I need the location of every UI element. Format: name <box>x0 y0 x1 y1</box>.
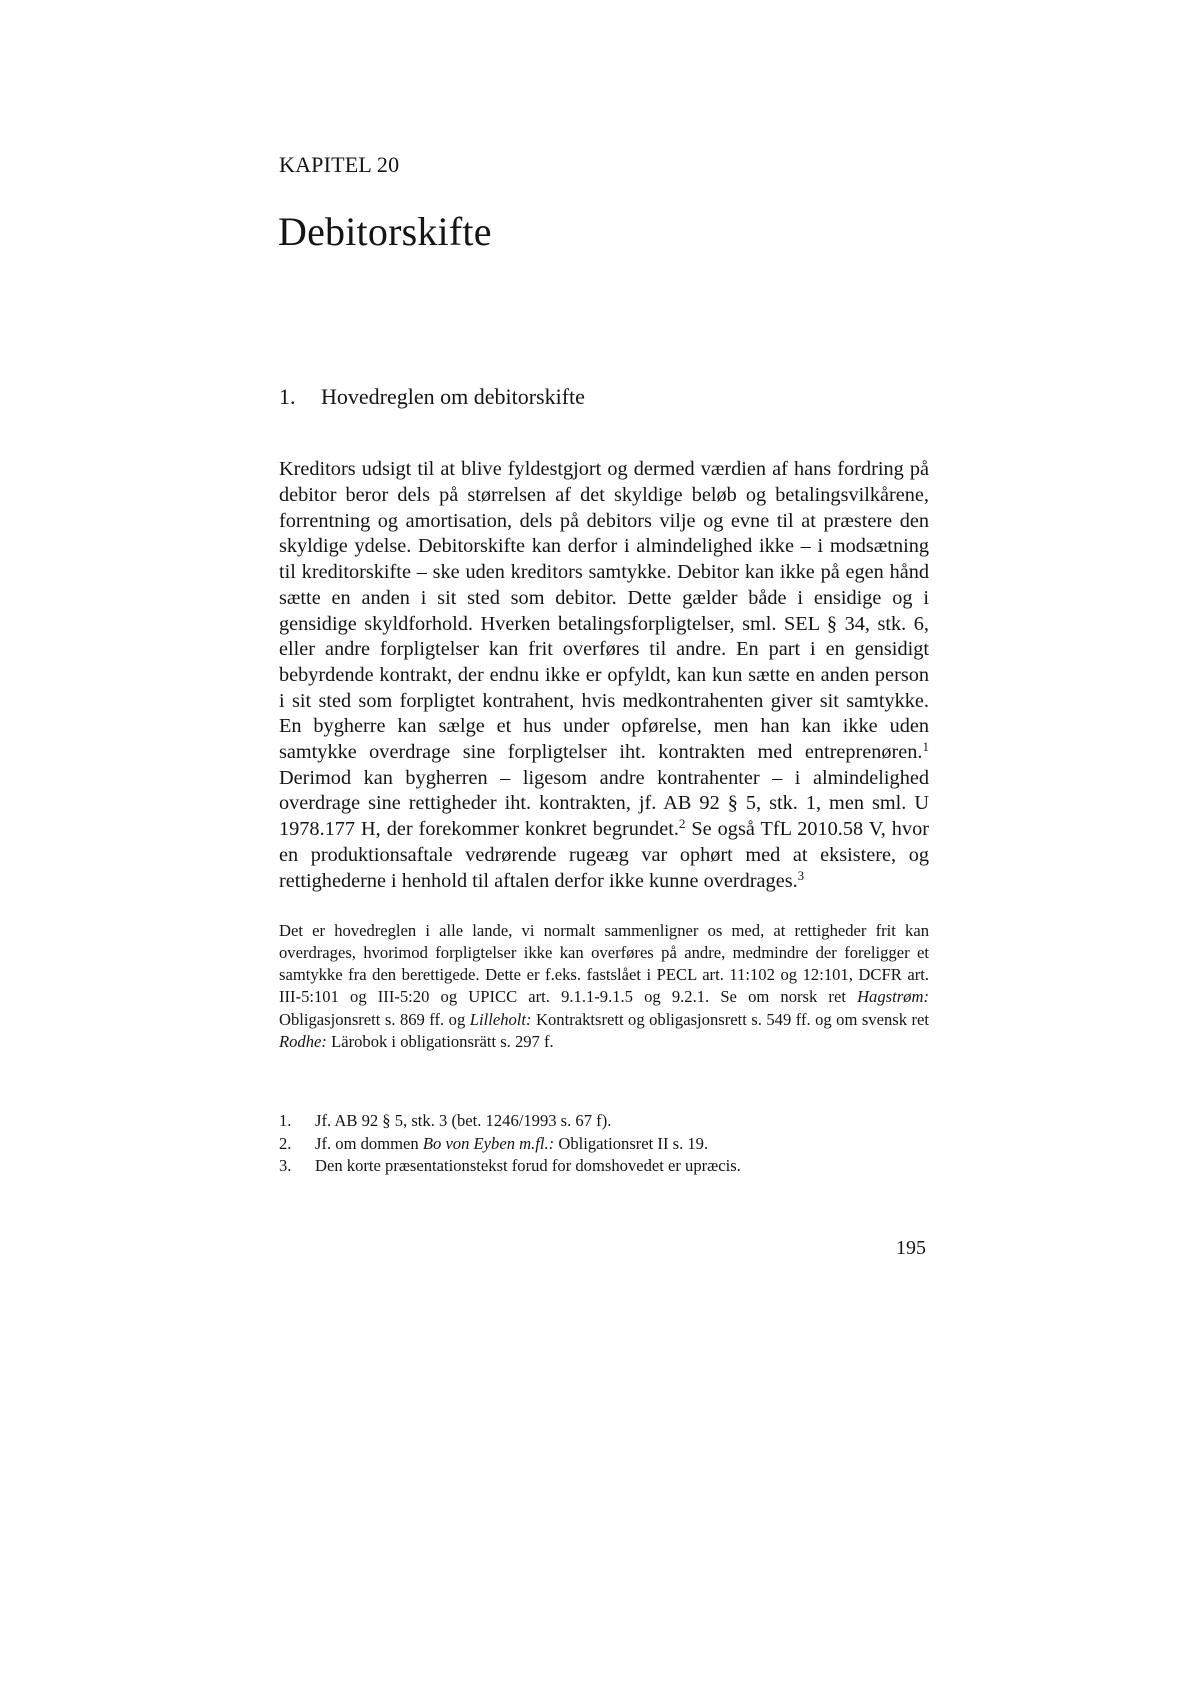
footnote-text: Jf. AB 92 § 5, stk. 3 (bet. 1246/1993 s. 67 f). <box>315 1111 612 1130</box>
footnote-text: Den korte præsentationstekst forud for domshovedet er upræcis. <box>315 1156 741 1175</box>
footnote-item <box>279 1133 929 1156</box>
page-number: 195 <box>896 1237 926 1259</box>
note-text-1: Det er hovedreglen i alle lande, vi normalt sammenligner os med, at rettigheder frit kan overdrages, hvorimod forpligtelser ikke kan overføres på andre, medmindre der foreligger et samtykke fra den berettigede. Dette er f.eks. fastslået i PECL art. 11:102 og 12:101, DCFR art. III-5:101 og III-5:20 og UPICC art. 9.1.1-9.1.5 og 9.2.1. Se om norsk ret <box>279 920 929 1007</box>
body-text-main: Kreditors udsigt til at blive fyldestgjort og dermed værdien af hans fordring på debitor beror dels på størrelsen af det skyldige beløb og betalingsvilkårene, forrentning og amortisation, dels på debitors vilje og evne til at præstere den skyldige ydelse. Debitorskifte kan derfor i almindelighed ikke – i modsætning til kreditorskifte – ske uden kreditors samtykke. Debitor kan ikke på egen hånd sætte en anden i sit sted som debitor. Dette gælder både i ensidige og i gensidige skyldforhold. Hverken betalingsforpligtelser, sml. SEL § 34, stk. 6, eller andre forpligtelser kan frit overføres til andre. En part i en gensidigt bebyrdende kontrakt, der endnu ikke er opfyldt, kan kun sætte en anden person i sit sted som forpligtet kontrahent, hvis medkontrahenten giver sit samtykke. En bygherre kan sælge et hus under opførelse, men han kan ikke uden samtykke overdrage sine forpligtelser iht. kontrakten med entreprenøren. <box>279 458 929 764</box>
body-text-part-3: Se også TfL 2010.58 V, hvor en produktionsaftale vedrørende rugeæg var ophørt med at eksistere, og rettighederne i henhold til aftalen derfor ikke kunne overdrages. <box>279 818 929 892</box>
footnote-item <box>279 1110 929 1133</box>
footnote-text-before: Jf. om dommen <box>315 1133 423 1153</box>
note-author-rodhe: Rodhe: <box>279 1032 327 1052</box>
section-number: 1. <box>279 384 296 409</box>
body-paragraph <box>279 457 929 894</box>
chapter-label: KAPITEL 20 <box>279 152 400 177</box>
note-text-4: Lärobok i obligationsrätt s. 297 f. <box>326 1032 554 1052</box>
note-author-hagstrom: Hagstrøm: <box>857 987 929 1007</box>
footnote-ref-3: 3 <box>797 867 805 883</box>
footnote-number: 1. <box>279 1111 292 1130</box>
chapter-title: Debitorskifte <box>278 209 492 254</box>
note-text-3: Kontraktsrett og obligasjonsrett s. 549 ff. og om svensk ret <box>531 1009 929 1029</box>
footnote-text-after: Obligationsret II s. 19. <box>554 1133 709 1153</box>
note-author-lilleholt: Lilleholt: <box>469 1009 532 1029</box>
note-text-2: Obligasjonsrett s. 869 ff. og <box>279 1009 470 1029</box>
footnote-number: 2. <box>279 1133 292 1153</box>
footnote-author: Bo von Eyben m.fl.: <box>422 1133 555 1153</box>
section-title: Hovedreglen om debitorskifte <box>321 384 585 409</box>
footnote-item <box>279 1155 929 1178</box>
footnote-ref-1: 1 <box>922 739 929 755</box>
footnote-number: 3. <box>279 1156 292 1175</box>
footnotes-list <box>279 1110 929 1178</box>
small-print-note <box>279 920 929 1054</box>
footnote-text <box>315 1133 708 1156</box>
section-heading <box>279 384 585 410</box>
body-text-part-2: Derimod kan bygherren – ligesom andre kontrahenter – i almindelighed overdrage sine rettigheder iht. kontrakten, jf. AB 92 § 5, stk. 1, men sml. U 1978.177 H, der forekommer konkret begrundet. <box>279 766 929 841</box>
footnote-ref-2: 2 <box>678 816 686 832</box>
